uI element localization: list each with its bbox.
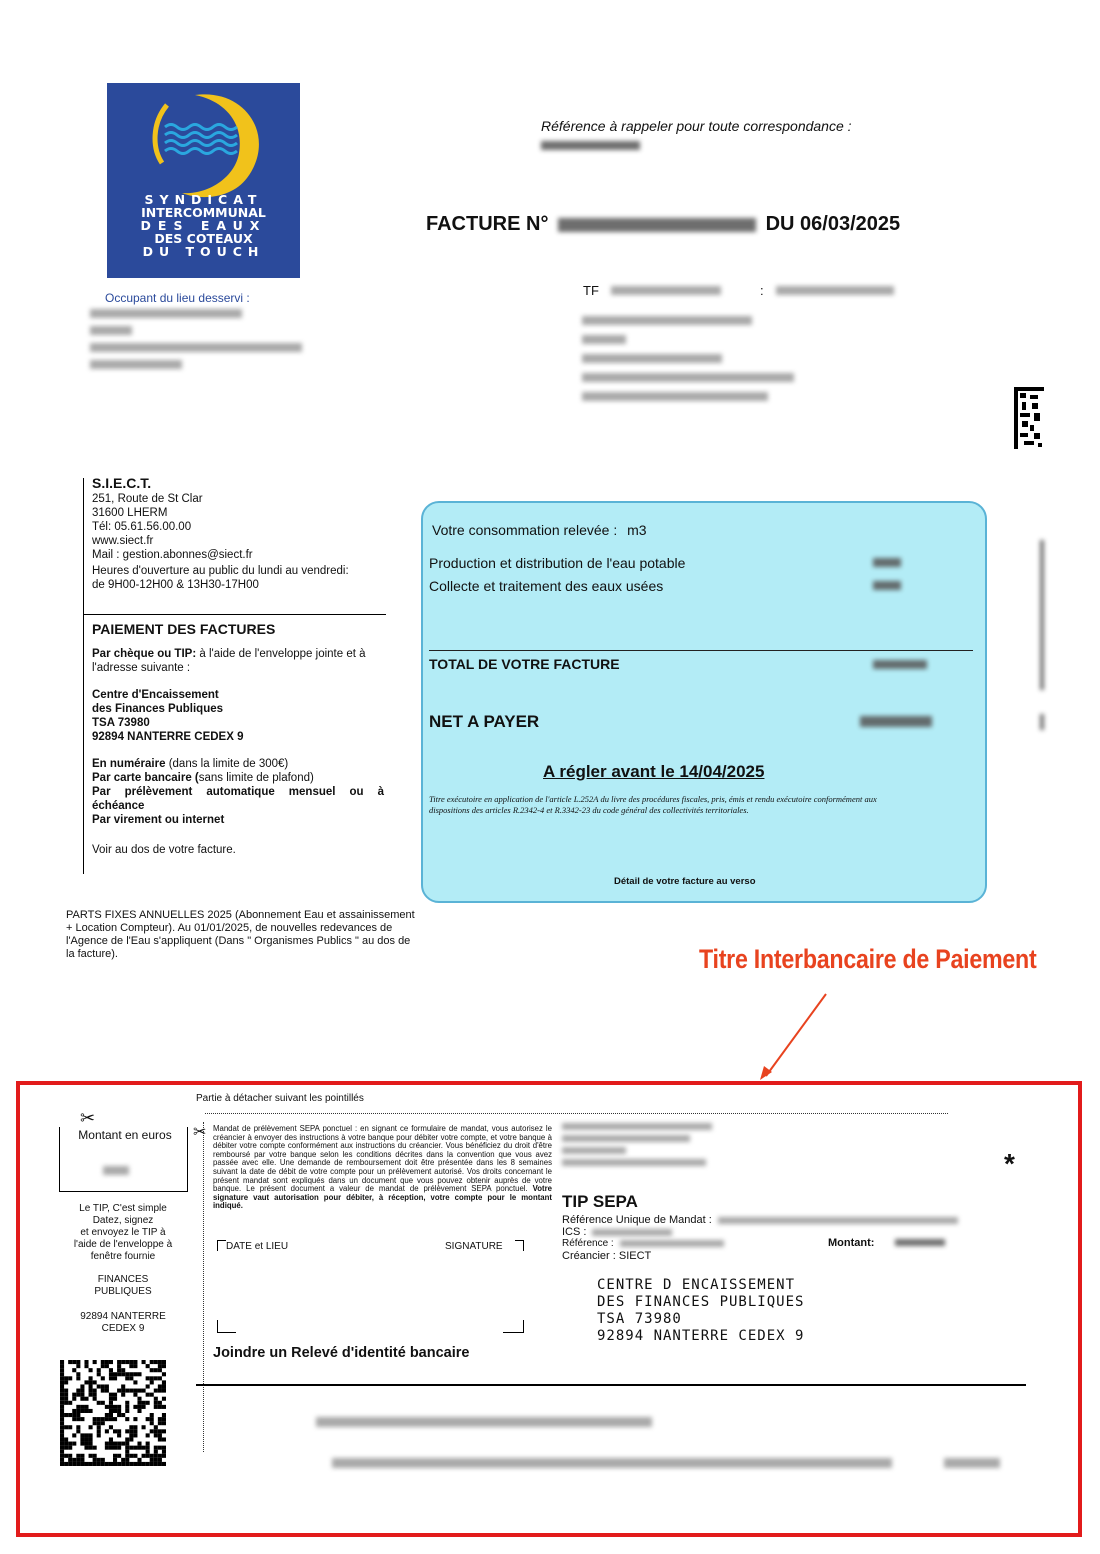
address-line-1: 251, Route de St Clar — [92, 493, 203, 505]
invoice-prefix: FACTURE N° — [426, 213, 549, 235]
reference-label: Référence : — [562, 1238, 614, 1249]
tear-line-horizontal — [205, 1113, 948, 1114]
org-name: S.I.E.C.T. — [92, 475, 152, 491]
ocr-line-1-redacted — [316, 1417, 652, 1427]
tip-centre-line: TSA 73980 — [597, 1311, 682, 1327]
payment-block — [92, 622, 384, 857]
logo-line: DES COTEAUX — [154, 231, 253, 246]
occupant-label: Occupant du lieu desservi : — [105, 291, 250, 305]
tip-annotation-heading: Titre Interbancaire de Paiement — [699, 944, 1037, 974]
mandate-text-1: Mandat de prélèvement SEPA ponctuel : en signant ce formulaire de mandat, vous autorisez le créancier à envoyer des instructions à votre banque pour débiter votre compte, et votre banque à débiter votre compte conformément aux instructions du créancier. Vous bénéficiez du droit d'être remboursé par votre banque selon les conditions décrites dans la convention que vous avez passée avec elle. Une demande de remboursement doit être présentée dans les 8 semaines suivant la date de débit de votre compte pour un prélèvement autorisé. Vos droits concernant le présent mandat sont expliqués dans un document que vous pouvez obtenir auprès de votre banque. — [213, 1124, 552, 1194]
invoice-date: DU 06/03/2025 — [765, 213, 901, 235]
payment-heading: PAIEMENT DES FACTURES — [92, 621, 276, 637]
address-line-2: 31600 LHERM — [92, 507, 168, 519]
reference-value-redacted — [620, 1240, 724, 1247]
logo-line: DES EAUX — [140, 218, 267, 233]
hours-line-1: Heures d'ouverture au public du lundi au vendredi: — [92, 565, 349, 577]
payment-cash-rest: (dans la limite de 300€) — [165, 758, 289, 770]
tip-bottom-rule — [196, 1384, 1026, 1386]
side-code-redacted — [1037, 540, 1047, 740]
tip-centre-address — [597, 1277, 804, 1345]
finances-line: FINANCES — [97, 1274, 149, 1285]
payment-centre — [92, 688, 384, 744]
scissors-icon: ✂ — [80, 1108, 96, 1128]
ics-value-redacted — [592, 1229, 672, 1236]
consumption-unit: m3 — [627, 522, 647, 538]
phone: Tél: 05.61.56.00.00 — [92, 521, 192, 533]
reference-number-redacted — [541, 141, 640, 150]
fixed-parts-note: PARTS FIXES ANNUELLES 2025 (Abonnement Eau et assainissement + Location Compteur). Au 01/01/2025, de nouvelles redevances de l'Agence de l'Eau s'appliquent (Dans " Organismes Publics " au dos de la facture). — [66, 909, 415, 960]
star-mark: * — [1004, 1148, 1015, 1179]
consumption-divider — [429, 650, 973, 651]
tip-datamatrix-code — [60, 1360, 166, 1466]
production-amount-redacted — [873, 558, 901, 567]
signature-field[interactable]: SIGNATURE — [445, 1241, 503, 1252]
date-lieu-field[interactable]: DATE et LIEU — [226, 1241, 289, 1252]
consumption-label — [432, 522, 647, 538]
payment-centre-line: des Finances Publiques — [92, 703, 224, 715]
contact-block — [92, 476, 392, 592]
montant-euros-value-redacted — [103, 1166, 129, 1175]
payment-centre-line: Centre d'Encaissement — [92, 689, 219, 701]
creancier: Créancier : SIECT — [562, 1250, 652, 1262]
payment-card-bold: Par carte bancaire ( — [92, 772, 199, 784]
payment-centre-line: TSA 73980 — [92, 717, 150, 729]
rum-label: Référence Unique de Mandat : — [562, 1214, 712, 1226]
consumption-box — [421, 501, 987, 903]
corner-bottom-left — [217, 1320, 236, 1333]
rib-note: Joindre un Relevé d'identité bancaire — [213, 1345, 470, 1361]
website: www.siect.fr — [92, 535, 154, 547]
logo-line: SYNDICAT — [144, 192, 263, 207]
montant-label: Montant: — [828, 1237, 875, 1249]
tf-value-redacted — [611, 286, 721, 295]
nanterre-small — [52, 1311, 194, 1335]
nanterre-line: 92894 NANTERRE — [80, 1311, 166, 1322]
payment-auto: Par prélèvement automatique mensuel ou à échéance — [92, 786, 384, 812]
corner-top-right — [515, 1240, 524, 1251]
payment-cheque-bold: Par chèque ou TIP: — [92, 648, 197, 660]
tip-references — [562, 1214, 958, 1262]
corner-top-left — [217, 1240, 226, 1251]
logo-line: DU TOUCH — [142, 244, 265, 259]
payment-card — [92, 771, 384, 785]
ocr-line-3-redacted — [944, 1458, 1000, 1468]
tear-line-vertical — [203, 1122, 204, 1452]
payment-methods — [92, 757, 384, 827]
logo-line: INTERCOMMUNAL — [141, 205, 266, 220]
payment-cheque-rest: à l'aide de l'enveloppe jointe et à l'adresse suivante : — [92, 648, 366, 674]
detach-note: Partie à détacher suivant les pointillés — [196, 1093, 364, 1104]
tip-instruction-line: Datez, signez — [92, 1215, 154, 1226]
montant-euros-label: Montant en euros — [78, 1128, 172, 1142]
total-label: TOTAL DE VOTRE FACTURE — [429, 656, 620, 672]
montant-value-redacted — [895, 1239, 945, 1246]
tip-centre-line: DES FINANCES PUBLIQUES — [597, 1294, 805, 1310]
annotation-arrow-icon — [756, 990, 832, 1082]
hours-line-2: de 9H00-12H00 & 13H30-17H00 — [92, 579, 259, 591]
rum-value-redacted — [718, 1217, 958, 1224]
net-amount-redacted — [860, 716, 932, 727]
legal-text: Titre exécutoire en application de l'article L.252A du livre des procédures fiscales, pris, émis et rendu exécutoire conformément aux dispositions des articles R.2342-4 et R.3342-23 du code général des collectivités territoriales. — [429, 794, 877, 815]
ics-label: ICS : — [562, 1226, 587, 1238]
tip-instruction-line: fenêtre fournie — [90, 1251, 156, 1262]
tip-instruction-line: Le TIP, C'est simple — [79, 1203, 167, 1214]
invoice-title — [426, 213, 900, 236]
payment-card-rest: sans limite de plafond) — [198, 772, 314, 784]
email: Mail : gestion.abonnes@siect.fr — [92, 549, 253, 561]
tip-instruction-line: l'aide de l'enveloppe à — [73, 1239, 173, 1250]
tf-colon: : — [760, 283, 764, 298]
recipient-address-redacted — [582, 316, 794, 401]
mandate-text-bold: Votre signature vaut autorisation pour débiter, à réception, votre compte pour le montant indiqué. — [213, 1184, 552, 1211]
tip-instructions — [52, 1203, 194, 1263]
reference-label: Référence à rappeler pour toute correspondance : — [541, 118, 852, 134]
due-date: A régler avant le 14/04/2025 — [543, 762, 765, 781]
detail-note: Détail de votre facture au verso — [614, 876, 756, 887]
rum-row — [562, 1214, 958, 1226]
payment-cash-bold: En numéraire — [92, 758, 166, 770]
ocr-line-2-redacted — [332, 1458, 892, 1468]
invoice-number-redacted — [558, 218, 756, 232]
tip-sepa-title: TIP SEPA — [562, 1192, 638, 1211]
corner-bottom-right — [503, 1320, 524, 1333]
tf-label: TF — [583, 283, 599, 298]
payer-info-redacted — [562, 1123, 712, 1166]
payment-cheque — [92, 647, 384, 675]
consumption-label-text: Votre consommation relevée : — [432, 522, 618, 538]
payment-transfer: Par virement ou internet — [92, 814, 225, 826]
tip-centre-line: 92894 NANTERRE CEDEX 9 — [597, 1328, 805, 1344]
siect-logo — [107, 83, 300, 278]
tf-value2-redacted — [776, 286, 894, 295]
finances-publiques — [52, 1274, 194, 1298]
finances-line: PUBLIQUES — [94, 1286, 152, 1297]
tip-instruction-line: et envoyez le TIP à — [80, 1227, 166, 1238]
net-label: NET A PAYER — [429, 712, 540, 731]
ics-row — [562, 1226, 958, 1238]
occupant-address-redacted — [90, 309, 302, 369]
contact-divider — [83, 614, 386, 615]
see-back-note: Voir au dos de votre facture. — [92, 844, 236, 856]
logo-text — [107, 193, 300, 258]
total-amount-redacted — [873, 660, 927, 669]
collecte-amount-redacted — [873, 581, 901, 590]
scissors-icon: ✂ — [193, 1124, 207, 1141]
contact-divider-vertical — [83, 478, 84, 874]
payment-centre-line: 92894 NANTERRE CEDEX 9 — [92, 731, 244, 743]
collecte-label: Collecte et traitement des eaux usées — [429, 578, 664, 594]
payment-cash — [92, 757, 384, 771]
tip-centre-line: CENTRE D ENCAISSEMENT — [597, 1277, 796, 1293]
nanterre-line: CEDEX 9 — [101, 1323, 145, 1334]
sepa-mandate-text — [213, 1125, 552, 1211]
datamatrix-code — [1014, 387, 1044, 449]
mandate-text-2: Le présent document a valeur de mandat de prélèvement SEPA ponctuel. — [246, 1184, 528, 1194]
production-label: Production et distribution de l'eau potable — [429, 555, 686, 571]
